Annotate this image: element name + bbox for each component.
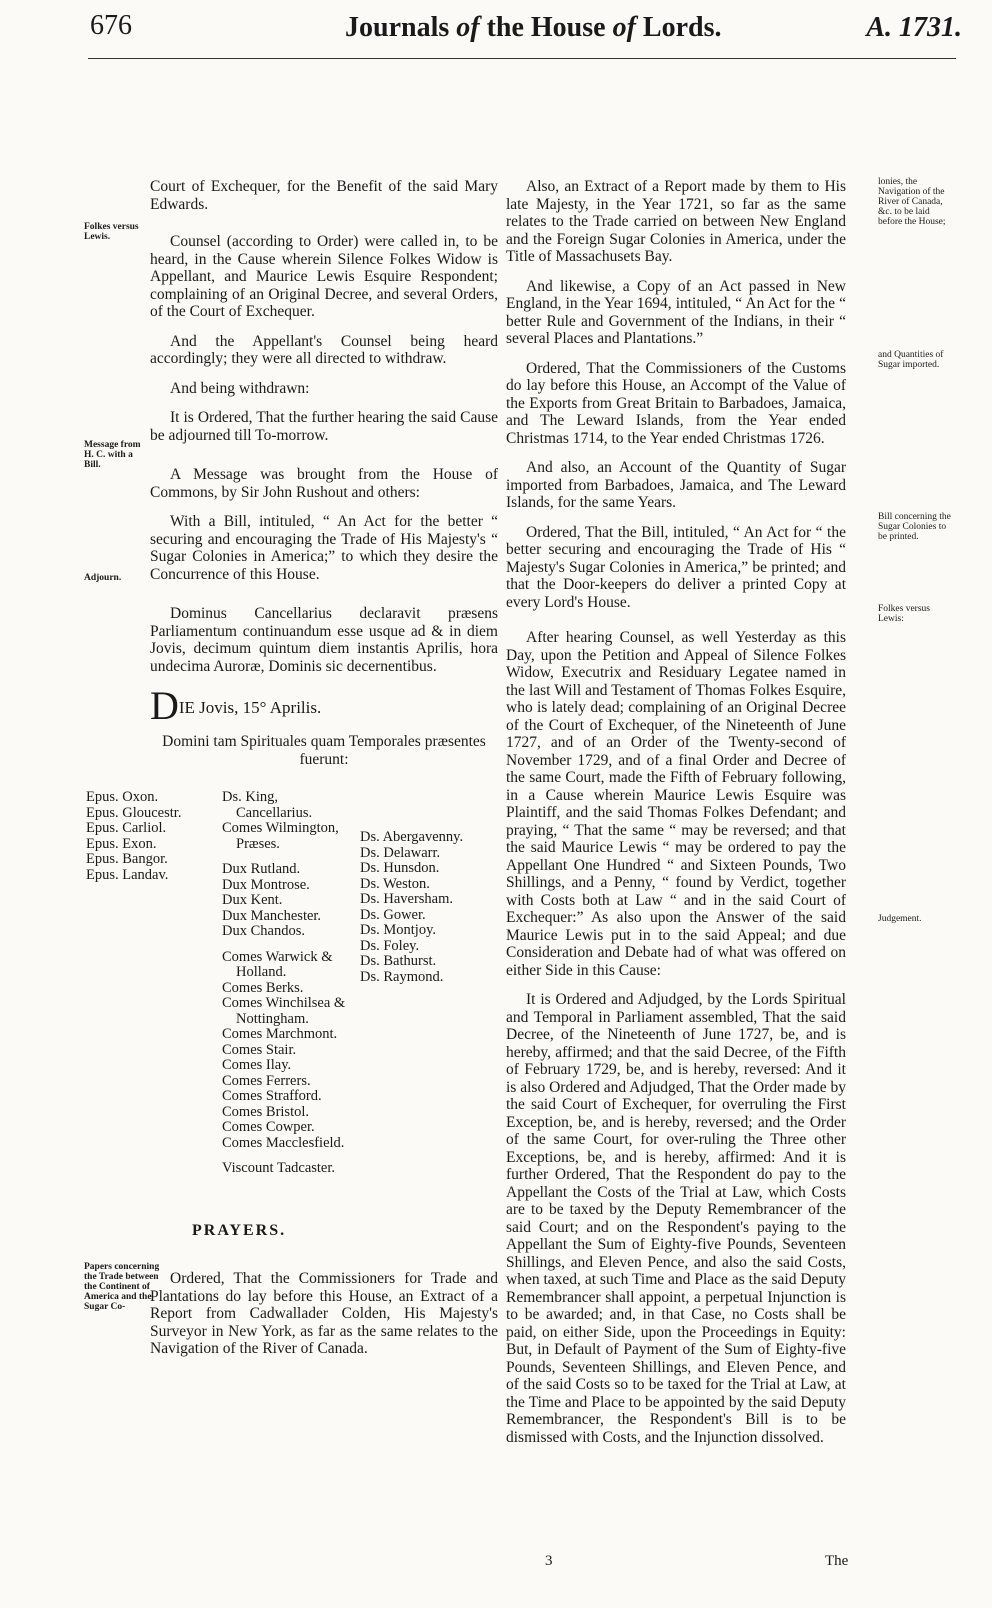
page-header bbox=[0, 0, 992, 50]
margin-note-folkes-lewis-right: Folkes versus Lewis: bbox=[878, 604, 930, 624]
paragraph: Court of Exchequer, for the Benefit of the said Mary Edwards. bbox=[150, 178, 498, 213]
lord-entry: Ds. Haversham. bbox=[360, 891, 454, 907]
title-the: the bbox=[486, 12, 524, 43]
margin-note-adjourn: Adjourn. bbox=[84, 573, 122, 583]
paragraph: And the Appellant's Counsel being heard accordingly; they were all directed to withdraw. bbox=[150, 332, 498, 367]
lord-entry: Ds. Bathurst. bbox=[360, 953, 437, 969]
left-column bbox=[150, 178, 498, 780]
paragraph: Ordered, That the Bill, intituled, “ An Act for “ the better securing and encouraging the Trade of His “ Majesty's Sugar Colonies in America,” be printed; and that the Door-keepers do deliver a printed Copy at every Lord's House. bbox=[506, 523, 846, 611]
lord-entry: Comes Bristol. bbox=[222, 1103, 310, 1120]
lord-entry: Ds. Delawarr. bbox=[360, 844, 441, 861]
prayers-heading: PRAYERS. bbox=[192, 1222, 287, 1239]
lord-entry: Ds. Abergavenny. bbox=[360, 829, 464, 845]
margin-note-lonies: lonies, the Navigation of the River of Canada, &c. to be laid before the House; bbox=[878, 177, 946, 227]
header-rule bbox=[88, 58, 956, 59]
catchword: The bbox=[825, 1553, 849, 1569]
lord-entry: Dux Kent. bbox=[222, 892, 283, 908]
paragraph: A Message was brought from the House of Commons, by Sir John Rushout and others: bbox=[150, 466, 498, 501]
lord-entry: Ds. Weston. bbox=[360, 875, 430, 892]
running-title bbox=[345, 12, 722, 44]
lord-entry: Dux Rutland. bbox=[222, 861, 301, 877]
signature-mark: 3 bbox=[545, 1553, 553, 1569]
lord-entry: Comes Stair. bbox=[222, 1041, 297, 1058]
title-of-1: of bbox=[456, 12, 480, 43]
paragraph: After hearing Counsel, as well Yesterday as this Day, upon the Petition and Appeal of Silence Folkes Widow, Executrix and Residuary Legatee named in the last Will and Testament of Thomas Folkes Esquire, who is lately dead; complaining of an Original Decree of the Court of Exchequer, of the Nineteenth of June 1727, and of an Order of the Twenty-second of November 1729, and of a final Order and Decree of the same Court, made the Fifth of February following, in a Cause wherein Maurice Lewis Esquire was Plaintiff, and the said Thomas Folkes Defendant; and praying, “ That the same “ may be reversed; and that the said Maurice Lewis “ may be ordered to pay the Appellant One Hundred “ and Sixteen Pounds, Two Shillings, and a Penny, “ found by Verdict, together with Costs both at Law “ and in the said Court of Exchequer:” As also upon the Answer of the said Maurice Lewis put in to the said Appeal; and due Consideration and Debate had of what was offered on either Side in this Cause: bbox=[506, 629, 846, 979]
margin-note-message: Message from H. C. with a Bill. bbox=[84, 440, 141, 470]
lord-entry: Ds. Montjoy. bbox=[360, 922, 436, 938]
margin-note-folkes-lewis: Folkes versus Lewis. bbox=[84, 222, 139, 242]
lord-entry: Holland. bbox=[236, 964, 287, 980]
lord-entry: Epus. Gloucestr. bbox=[86, 804, 182, 821]
lord-entry: Dux Montrose. bbox=[222, 876, 310, 893]
drop-cap: D bbox=[150, 683, 179, 728]
paragraph: Dominus Cancellarius declaravit præsens Parliamentum continuandum esse usque ad & in diem Jovis, decimum quintum diem instantis Aprilis, hora undecima Auroræ, Dominis sic decernentibus. bbox=[150, 605, 498, 675]
margin-note-judgement: Judgement. bbox=[878, 914, 922, 924]
title-house: House bbox=[530, 12, 606, 43]
lords-barons-list bbox=[360, 830, 463, 985]
lord-entry: Ds. Hunsdon. bbox=[360, 860, 440, 876]
margin-note-papers: Papers concerning the Trade between the Continent of America and the Sugar Co- bbox=[84, 1262, 160, 1312]
paragraph: Also, an Extract of a Report made by them to His late Majesty, in the Year 1721, so far as the same relates to the Trade carried on between New England and the Foreign Sugar Colonies in America, under the Title of Massachusets Bay. bbox=[506, 178, 846, 265]
lord-entry: Ds. Raymond. bbox=[360, 968, 444, 985]
lord-entry: Comes Ferrers. bbox=[222, 1072, 311, 1089]
page-number: 676 bbox=[90, 10, 132, 41]
lord-entry: Nottingham. bbox=[236, 1010, 309, 1027]
paragraph: Ordered, That the Commissioners for Trade and Plantations do lay before this House, an Extract of a Report from Cadwallader Colden, His Majesty's Surveyor in New York, as far as the same relates to the Navigation of the River of Canada. bbox=[150, 1270, 498, 1357]
right-column bbox=[506, 178, 846, 1458]
lord-entry: Comes Wilmington, bbox=[222, 820, 339, 836]
paragraph: With a Bill, intituled, “ An Act for the better “ securing and encouraging the Trade of His Majesty's “ Sugar Colonies in America;” to which they desire the Concurrence of this House. bbox=[150, 513, 498, 583]
lord-entry: Viscount Tadcaster. bbox=[222, 1160, 336, 1176]
lord-entry: Dux Chandos. bbox=[222, 923, 305, 939]
year: A. 1731. bbox=[866, 12, 962, 43]
lord-entry: Comes Warwick & bbox=[222, 948, 333, 965]
lord-entry: Ds. Foley. bbox=[360, 937, 420, 954]
paragraph: It is Ordered and Adjudged, by the Lords Spiritual and Temporal in Parliament assembled, That the said Decree, of the Nineteenth of June 1727, be, and is hereby, affirmed; and that the said Decree, of the Fifth of February 1729, be, and is hereby, reversed: And it is also Ordered and Adjudged, That the Order made by the said Court of Exchequer, for overruling the First Exception, be, and is hereby, reversed; and the Order of the same Court, for over-ruling the Three other Exceptions, be, and is hereby, affirmed: And it is further Ordered, That the Respondent do pay to the Appellant the Costs of the Trial at Law, which Costs are to be taxed by the Deputy Remembrancer of the said Court; and on the Respondent's paying to the Appellant the Sum of Eighty-five Pounds, Seventeen Shillings, and Eleven Pence, and also the said Costs, when taxed, at such Time and Place as the said Deputy Remembrancer shall appoint, a perpetual Injunction is to be awarded; and, in that Case, no Costs shall be paid, on either Side, upon the Proceedings in Equity: But, in Default of Payment of the Sum of Eighty-five Pounds, Seventeen Shillings, and Eleven Pence, and of the said Costs so to be taxed for the Trial at Law, at the Time and Place to be appointed by the said Deputy Remembrancer, the Respondent's Bill is to be dismissed with Costs, and the Injunction dissolved. bbox=[506, 991, 846, 1446]
lord-entry: Comes Macclesfield. bbox=[222, 1134, 345, 1151]
title-of-2: of bbox=[612, 12, 636, 43]
lord-entry: Comes Strafford. bbox=[222, 1088, 322, 1104]
left-column-bottom bbox=[150, 1270, 498, 1370]
lord-entry: Dux Manchester. bbox=[222, 907, 322, 924]
lord-entry: Præses. bbox=[236, 835, 280, 852]
paragraph: And being withdrawn: bbox=[170, 379, 310, 397]
lord-entry: Epus. Exon. bbox=[86, 835, 157, 852]
lord-entry: Ds. King, bbox=[222, 789, 278, 805]
title-lords: Lords. bbox=[642, 12, 722, 43]
lords-temporal-list bbox=[222, 790, 345, 1177]
lord-entry: Epus. Oxon. bbox=[86, 789, 159, 805]
paragraph: And likewise, a Copy of an Act passed in New England, in the Year 1694, intituled, “ An Act for the “ better Rule and Government of the Indians, in their “ several Places and Plantations.” bbox=[506, 277, 846, 347]
lord-entry: Comes Cowper. bbox=[222, 1119, 315, 1135]
date-text: IE Jovis, 15° Aprilis. bbox=[178, 698, 322, 717]
lord-entry: Comes Ilay. bbox=[222, 1057, 292, 1073]
paragraph: And also, an Account of the Quantity of Sugar imported from Barbadoes, Jamaica, and The Leward Islands, for the same Years. bbox=[506, 459, 846, 511]
spacer bbox=[222, 940, 345, 950]
margin-note-bill: Bill concerning the Sugar Colonies to be printed. bbox=[878, 512, 951, 542]
lord-entry: Epus. Bangor. bbox=[86, 851, 168, 867]
paragraph: Ordered, That the Commissioners of the Customs do lay before this House, an Accompt of the Value of the Exports from Great Britain to Barbadoes, Jamaica, and The Leward Islands, from the Year ended Christmas 1714, to the Year ended Christmas 1726. bbox=[506, 359, 846, 447]
lord-entry: Comes Marchmont. bbox=[222, 1026, 338, 1042]
lord-entry: Comes Berks. bbox=[222, 979, 304, 996]
date-heading bbox=[150, 683, 498, 728]
lord-entry: Ds. Gower. bbox=[360, 906, 426, 923]
lord-entry: Cancellarius. bbox=[236, 804, 313, 821]
lord-entry: Epus. Landav. bbox=[86, 866, 169, 883]
lord-entry: Comes Winchilsea & bbox=[222, 995, 346, 1011]
lords-present-heading: Domini tam Spirituales quam Temporales præsentes fuerunt: bbox=[162, 733, 486, 768]
title-journals: Journals bbox=[345, 12, 450, 43]
paragraph: Counsel (according to Order) were called in, to be heard, in the Cause wherein Silence Folkes Widow is Appellant, and Maurice Lewis Esquire Respondent; complaining of an Original Decree, and several Orders, of the Court of Exchequer. bbox=[150, 233, 498, 320]
lords-spiritual-list bbox=[86, 790, 181, 883]
paragraph: It is Ordered, That the further hearing the said Cause be adjourned till To-morrow. bbox=[150, 409, 498, 444]
margin-note-quantities: and Quantities of Sugar imported. bbox=[878, 350, 944, 370]
lord-entry: Epus. Carliol. bbox=[86, 820, 167, 836]
